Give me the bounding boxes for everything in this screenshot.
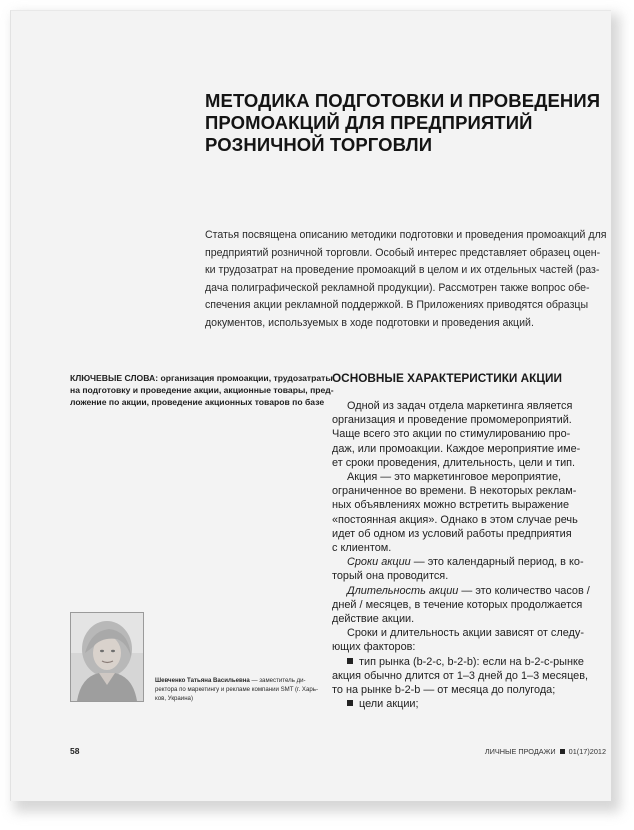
abstract-line: ки трудозатрат на проведение промоакций в целом и их отдельных частей (раз- [205, 264, 600, 277]
author-photo [70, 612, 144, 702]
keywords-block [70, 372, 334, 408]
body-line: торый она проводится. [332, 570, 449, 583]
section-heading: ОСНОВНЫЕ ХАРАКТЕРИСТИКИ АКЦИИ [332, 371, 562, 385]
abstract-line: предприятий розничной торговли. Особый интерес представляет образец оцен- [205, 246, 601, 259]
author-info [155, 676, 335, 703]
body-line: Сроки и длительность акции зависят от следу- [347, 627, 584, 640]
body-text-span: — это количество часов / [458, 584, 590, 597]
bullet-text: тип рынка (b-2-c, b-2-b): если на b-2-c-рынке [359, 655, 584, 668]
body-line: с клиентом. [332, 542, 392, 555]
bullet-square-icon [347, 658, 353, 664]
page-number: 58 [70, 746, 80, 756]
square-separator-icon [560, 749, 565, 754]
abstract-line: документов, используемых в ходе подготовки и проведения акций. [205, 316, 534, 329]
keywords-line: ложение по акции, проведение акционных товаров по базе [70, 397, 325, 407]
body-line: ет сроки проведения, длительность, цели и тип. [332, 456, 576, 469]
bullet-item [332, 697, 582, 711]
body-line: то на рынке b-2-b — от месяца до полугода; [332, 684, 556, 697]
term-italic: Сроки акции [347, 556, 411, 569]
body-line: Одной из задач отдела маркетинга является [347, 400, 573, 412]
body-line: организация и проведение промомероприятий. [332, 414, 572, 427]
body-line: дней / месяцев, в течение которых продолжается [332, 598, 583, 611]
keywords-line: КЛЮЧЕВЫЕ СЛОВА: организация промоакции, трудозатраты [70, 373, 333, 383]
author-line [155, 676, 335, 685]
body-line [332, 584, 590, 598]
journal-name: ЛИЧНЫЕ ПРОДАЖИ [484, 747, 556, 756]
body-line: Акция — это маркетинговое мероприятие, [347, 471, 562, 484]
body-text-span: — это календарный период, в ко- [410, 556, 584, 569]
issue-number: 01(17)2012 [568, 747, 606, 756]
author-line: ков, Украина) [155, 695, 193, 702]
author-desc: — заместитель ди- [249, 677, 306, 684]
bullet-text: цели акции; [359, 698, 419, 711]
body-line: ных объявлениях можно встретить выражение [332, 499, 569, 512]
title-line: ПРОМОАКЦИЙ ДЛЯ ПРЕДПРИЯТИЙ [205, 112, 533, 133]
abstract-line: дача полиграфической рекламной продукции). Рассмотрен также вопрос обе- [205, 281, 590, 294]
author-name: Шевченко Татьяна Васильевна [155, 677, 250, 684]
author-line: ректора по маркетингу и рекламе компании SMT (г. Харь- [155, 686, 318, 693]
keywords-line: на подготовку и проведение акции, акционные товары, пред- [70, 385, 334, 395]
body-line [332, 555, 582, 569]
bullet-item [332, 655, 582, 669]
bullet-square-icon [347, 700, 353, 706]
body-line: акция обычно длится от 1–3 дней до 1–3 месяцев, [332, 669, 589, 682]
body-line: Чаще всего это акции по стимулированию про- [332, 428, 571, 441]
title-line: РОЗНИЧНОЙ ТОРГОВЛИ [205, 134, 433, 155]
body-line: идет об одном из условий работы предприятия [332, 527, 572, 540]
body-line: ющих факторов: [332, 641, 416, 654]
title-line: МЕТОДИКА ПОДГОТОВКИ И ПРОВЕДЕНИЯ [205, 90, 601, 111]
abstract-line: спечения акции рекламной поддержкой. В Приложениях приводятся образцы [205, 299, 589, 312]
body-line: ограниченное во времени. В некоторых реклам- [332, 485, 577, 498]
body-line: действие акции. [332, 613, 415, 626]
article-title [205, 90, 601, 156]
body-line: даж, или промоакции. Каждое мероприятие име- [332, 442, 581, 455]
body-line: «постоянная акция». Однако в этом случае речь [332, 513, 578, 526]
journal-footer [485, 747, 606, 756]
term-italic: Длительность акции [347, 584, 459, 597]
article-body [332, 399, 590, 711]
abstract-line: Статья посвящена описанию методики подготовки и проведения промоакций для [205, 229, 607, 241]
article-abstract [205, 227, 607, 333]
